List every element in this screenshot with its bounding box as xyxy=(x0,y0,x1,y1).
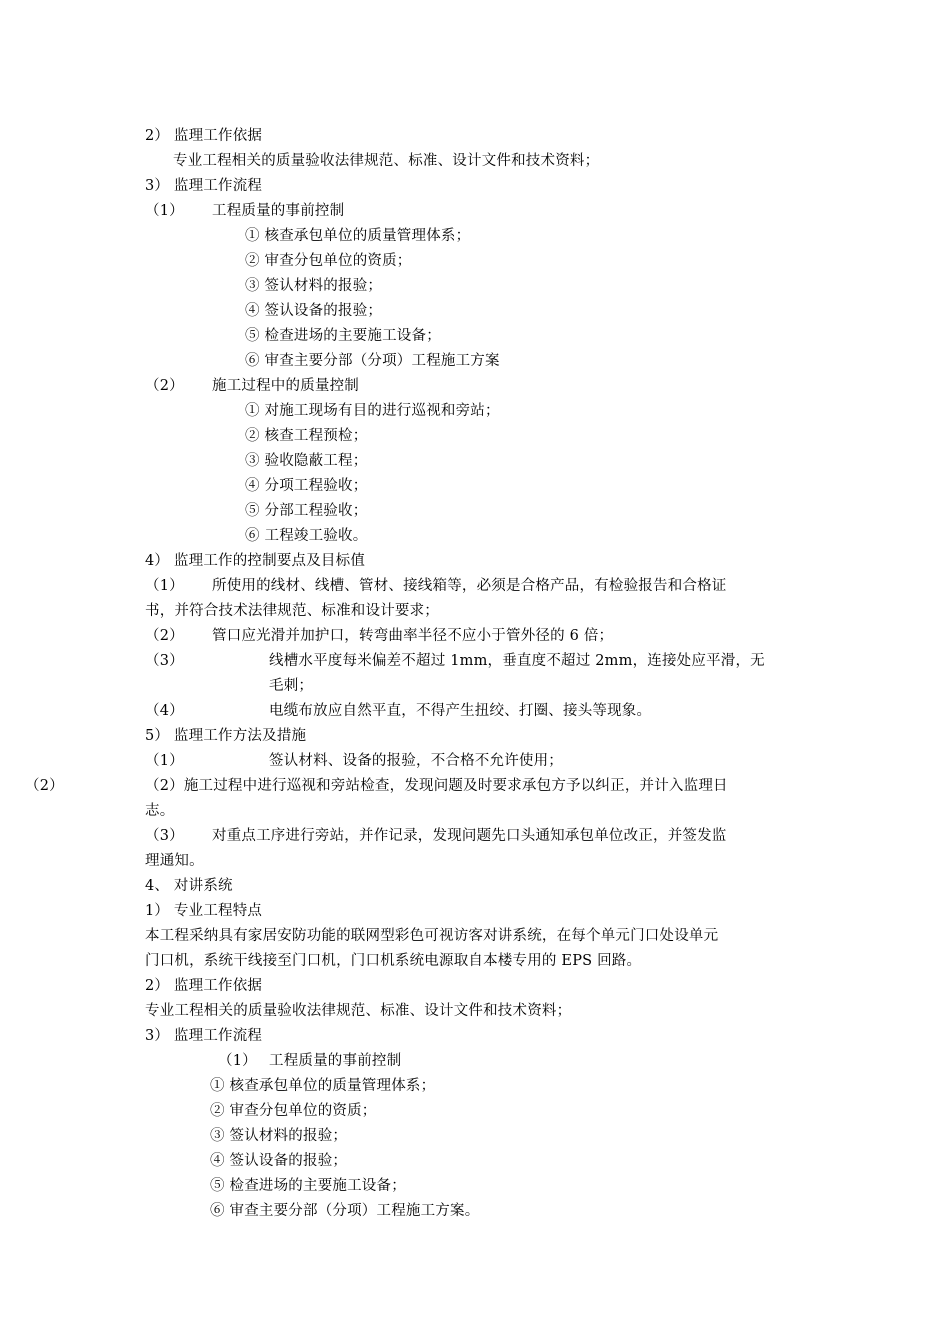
line-27: （2）施工过程中进行巡视和旁站检查，发现问题及时要求承包方予以纠正，并计入监理日 xyxy=(145,778,728,794)
line-19: （1） 所使用的线材、线槽、管材、接线箱等，必须是合格产品，有检验报告和合格证 xyxy=(145,578,727,594)
line-10: ⑥ 审查主要分部（分项）工程施工方案 xyxy=(245,353,500,369)
margin-note: （2） xyxy=(25,778,64,794)
line-37: 3） 监理工作流程 xyxy=(145,1028,263,1044)
line-2: 专业工程相关的质量验收法律规范、标准、设计文件和技术资料； xyxy=(173,153,600,169)
line-29: （3） 对重点工序进行旁站，并作记录，发现问题先口头通知承包单位改正，并签发监 xyxy=(145,828,727,844)
line-32: 1） 专业工程特点 xyxy=(145,903,263,919)
line-6: ② 审查分包单位的资质； xyxy=(245,253,412,269)
line-11: （2） 施工过程中的质量控制 xyxy=(145,378,359,394)
item-number: （1） xyxy=(145,753,184,769)
line-34: 门口机，系统干线接至门口机，门口机系统电源取自本楼专用的 EPS 回路。 xyxy=(145,953,642,969)
line-30: 理通知。 xyxy=(145,853,204,869)
line-4: （1） 工程质量的事前控制 xyxy=(145,203,345,219)
item-number: （4） xyxy=(145,703,184,719)
line-28: 志。 xyxy=(145,803,175,819)
line-24: （4） 电缆布放应自然平直，不得产生扭绞、打圈、接头等现象。 xyxy=(145,703,652,719)
line-15: ④ 分项工程验收； xyxy=(245,478,368,494)
line-31: 4、 对讲系统 xyxy=(145,878,233,894)
item-number: （2） xyxy=(145,628,184,644)
line-18: 4） 监理工作的控制要点及目标值 xyxy=(145,553,366,569)
line-1: 2） 监理工作依据 xyxy=(145,128,263,144)
line-16: ⑤ 分部工程验收； xyxy=(245,503,368,519)
line-41: ③ 签认材料的报验； xyxy=(210,1128,348,1144)
line-33: 本工程采纳具有家居安防功能的联网型彩色可视访客对讲系统，在每个单元门口处设单元 xyxy=(145,928,719,944)
line-5: ① 核查承包单位的质量管理体系； xyxy=(245,228,471,244)
item-number: （1） xyxy=(218,1053,257,1069)
line-8: ④ 签认设备的报验； xyxy=(245,303,383,319)
line-21: （2） 管口应光滑并加护口，转弯曲率半径不应小于管外径的 6 倍； xyxy=(145,628,614,644)
line-38: （1） 工程质量的事前控制 xyxy=(218,1053,402,1069)
item-number: （2） xyxy=(145,378,184,394)
line-23: 毛刺； xyxy=(269,678,314,694)
line-35: 2） 监理工作依据 xyxy=(145,978,263,994)
item-number: （3） xyxy=(145,653,184,669)
line-12: ① 对施工现场有目的进行巡视和旁站； xyxy=(245,403,500,419)
line-14: ③ 验收隐蔽工程； xyxy=(245,453,368,469)
line-36: 专业工程相关的质量验收法律规范、标准、设计文件和技术资料； xyxy=(145,1003,572,1019)
item-number: （3） xyxy=(145,828,184,844)
line-20: 书，并符合技术法律规范、标准和设计要求； xyxy=(145,603,439,619)
line-22: （3） 线槽水平度每米偏差不超过 1mm，垂直度不超过 2mm，连接处应平滑，无 xyxy=(145,653,765,669)
line-39: ① 核查承包单位的质量管理体系； xyxy=(210,1078,436,1094)
line-17: ⑥ 工程竣工验收。 xyxy=(245,528,368,544)
line-7: ③ 签认材料的报验； xyxy=(245,278,383,294)
line-25: 5） 监理工作方法及措施 xyxy=(145,728,307,744)
line-3: 3） 监理工作流程 xyxy=(145,178,263,194)
item-number: （1） xyxy=(145,203,184,219)
line-40: ② 审查分包单位的资质； xyxy=(210,1103,377,1119)
line-13: ② 核查工程预检； xyxy=(245,428,368,444)
line-43: ⑤ 检查进场的主要施工设备； xyxy=(210,1178,406,1194)
line-42: ④ 签认设备的报验； xyxy=(210,1153,348,1169)
line-9: ⑤ 检查进场的主要施工设备； xyxy=(245,328,441,344)
line-26: （1） 签认材料、设备的报验，不合格不允许使用； xyxy=(145,753,563,769)
item-number: （1） xyxy=(145,578,184,594)
line-44: ⑥ 审查主要分部（分项）工程施工方案。 xyxy=(210,1203,480,1219)
